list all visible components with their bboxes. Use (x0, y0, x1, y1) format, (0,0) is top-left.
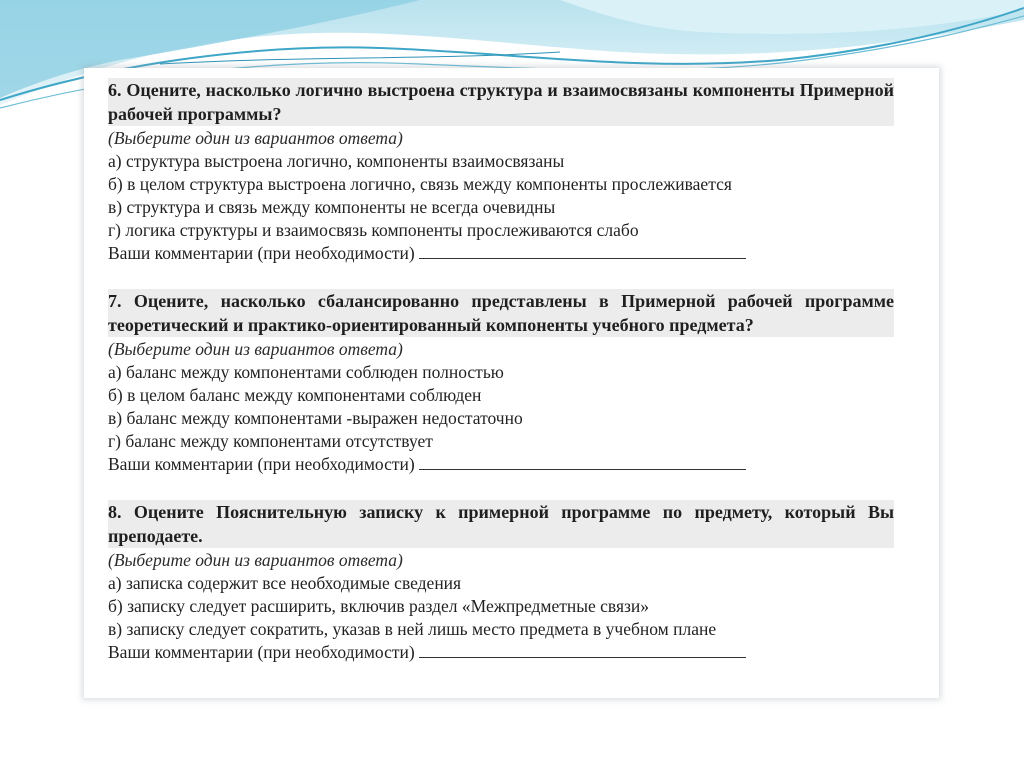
question-hint: (Выберите один из вариантов ответа) (108, 128, 403, 148)
answer-option[interactable]: г) баланс между компонентами отсутствует (108, 431, 433, 451)
answer-option[interactable]: б) записку следует расширить, включив раздел «Межпредметные связи» (108, 596, 650, 616)
answer-option[interactable]: а) структура выстроена логично, компоненты взаимосвязаны (108, 151, 565, 171)
question-hint: (Выберите один из вариантов ответа) (108, 550, 403, 570)
question-title: 6. Оцените, насколько логично выстроена структура и взаимосвязаны компоненты Примерной рабочей программы? (108, 80, 894, 124)
comment-blank[interactable] (419, 242, 746, 259)
question-title: 8. Оцените Пояснительную записку к примерной программе по предмету, который Вы преподаете. (108, 502, 894, 546)
comment-blank[interactable] (419, 641, 746, 658)
document-sheet (84, 68, 939, 698)
comment-row (108, 453, 894, 476)
comment-row (108, 242, 894, 265)
question-title: 7. Оцените, насколько сбалансированно представлены в Примерной рабочей программе теоретический и практико-ориентированный компоненты учебного предмета? (108, 291, 894, 335)
answer-option[interactable]: г) логика структуры и взаимосвязь компоненты прослеживаются слабо (108, 220, 639, 240)
answer-option[interactable]: в) структура и связь между компоненты не всегда очевидны (108, 197, 556, 217)
answer-option[interactable]: в) баланс между компонентами -выражен недостаточно (108, 408, 523, 428)
answer-option[interactable]: б) в целом баланс между компонентами соблюден (108, 385, 482, 405)
questionnaire (108, 78, 894, 664)
answer-option[interactable]: а) записка содержит все необходимые сведения (108, 573, 462, 593)
comment-blank[interactable] (419, 453, 746, 470)
question-8 (108, 500, 894, 664)
answer-option[interactable]: в) записку следует сократить, указав в ней лишь место предмета в учебном плане (108, 619, 717, 639)
comment-row (108, 641, 894, 664)
comment-label: Ваши комментарии (при необходимости) (108, 454, 415, 474)
comment-label: Ваши комментарии (при необходимости) (108, 642, 415, 662)
question-7 (108, 289, 894, 476)
answer-option[interactable]: а) баланс между компонентами соблюден полностью (108, 362, 504, 382)
question-6 (108, 78, 894, 265)
question-hint: (Выберите один из вариантов ответа) (108, 339, 403, 359)
comment-label: Ваши комментарии (при необходимости) (108, 243, 415, 263)
answer-option[interactable]: б) в целом структура выстроена логично, связь между компоненты прослеживается (108, 174, 732, 194)
